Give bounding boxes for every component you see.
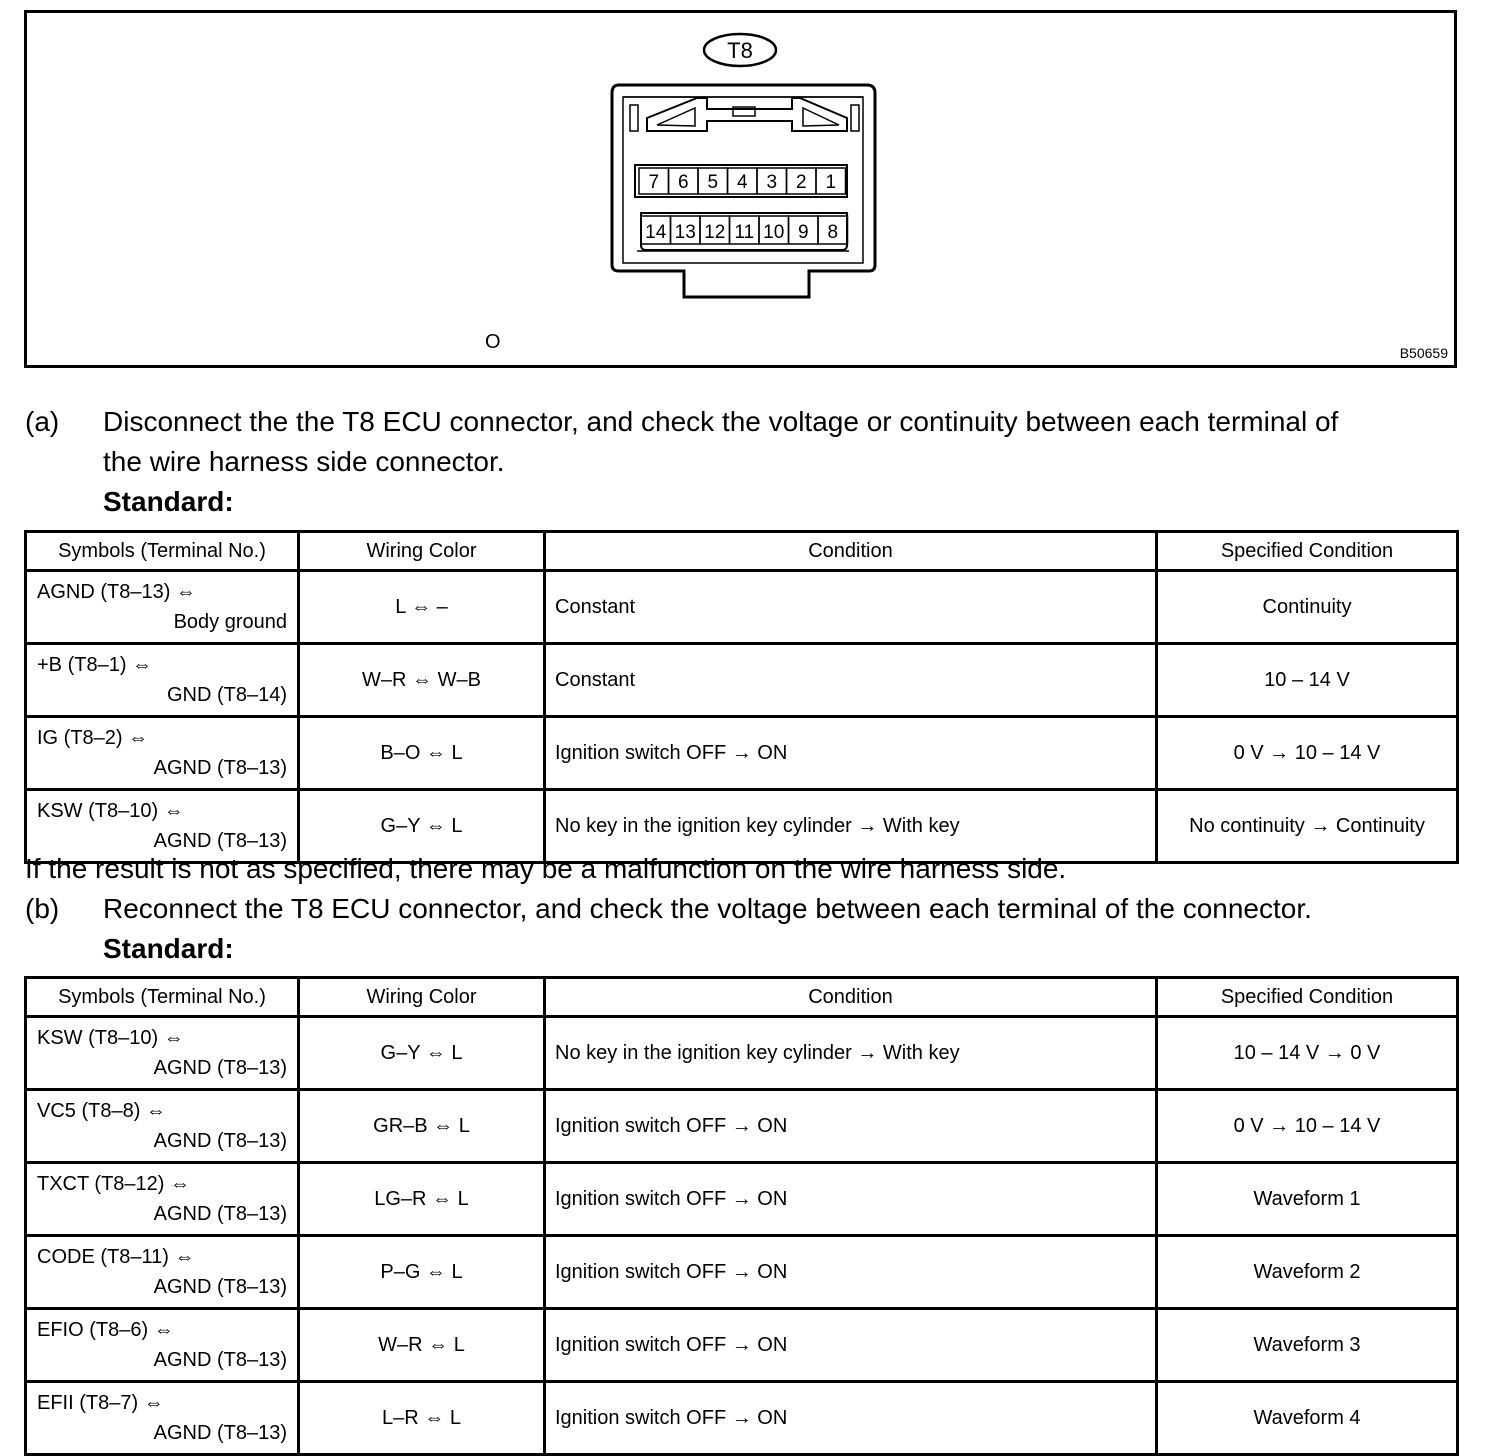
specified-condition-cell: Waveform 4 <box>1157 1382 1458 1455</box>
condition-cell: Constant <box>545 571 1157 644</box>
symbol-ground: AGND (T8–13) <box>153 830 287 852</box>
step-a <box>25 402 1338 442</box>
wiring-color-cell: G–Y ⇔ L <box>299 790 545 863</box>
wiring-color-cell: P–G ⇔ L <box>299 1236 545 1309</box>
condition-cell: Ignition switch OFF → ON <box>545 717 1157 790</box>
symbol-terminal: EFII (T8–7) ⇔ <box>37 1392 164 1414</box>
condition-cell: Ignition switch OFF → ON <box>545 1163 1157 1236</box>
standard-label-b: Standard: <box>103 933 234 964</box>
pin-number: 4 <box>736 172 748 193</box>
header-condition: Condition <box>545 532 1157 571</box>
pin-number: 11 <box>734 222 755 243</box>
symbol-ground: AGND (T8–13) <box>153 1349 287 1371</box>
wiring-color-cell: B–O ⇔ L <box>299 717 545 790</box>
symbol-ground: AGND (T8–13) <box>153 1203 287 1225</box>
symbol-terminal: KSW (T8–10) ⇔ <box>37 1027 184 1049</box>
pin-number: 10 <box>763 222 785 243</box>
table-row <box>26 644 1458 717</box>
header-wiring: Wiring Color <box>299 978 545 1017</box>
pin-number: 6 <box>677 172 689 193</box>
wiring-color-cell: GR–B ⇔ L <box>299 1090 545 1163</box>
standard-label-a: Standard: <box>103 486 234 517</box>
table-row <box>26 1382 1458 1455</box>
symbols-cell <box>26 1017 299 1090</box>
step-b <box>25 889 1312 929</box>
spec-table-b <box>24 976 1459 1456</box>
figure-id: B50659 <box>1399 345 1448 361</box>
pin-number: 14 <box>645 222 667 243</box>
symbol-ground: AGND (T8–13) <box>153 757 287 779</box>
symbols-cell <box>26 571 299 644</box>
pin-number: 12 <box>704 222 726 243</box>
figure-marker: O <box>485 331 501 353</box>
wiring-color-cell: LG–R ⇔ L <box>299 1163 545 1236</box>
table-row <box>26 717 1458 790</box>
symbol-terminal: CODE (T8–11) ⇔ <box>37 1246 195 1268</box>
connector-label: T8 <box>727 38 753 63</box>
step-b-line1: Reconnect the T8 ECU connector, and check the voltage between each terminal of the connector. <box>103 893 1312 924</box>
specified-condition-cell: 0 V → 10 – 14 V <box>1157 717 1458 790</box>
symbols-cell <box>26 1382 299 1455</box>
header-specified: Specified Condition <box>1157 532 1458 571</box>
symbols-cell <box>26 717 299 790</box>
symbol-ground: GND (T8–14) <box>166 684 287 706</box>
symbols-cell <box>26 1309 299 1382</box>
table-row <box>26 1090 1458 1163</box>
header-wiring: Wiring Color <box>299 532 545 571</box>
symbol-terminal: EFIO (T8–6) ⇔ <box>37 1319 174 1341</box>
specified-condition-cell: 10 – 14 V <box>1157 644 1458 717</box>
spec-table-a <box>24 530 1459 864</box>
header-symbols: Symbols (Terminal No.) <box>26 978 299 1017</box>
pin-number: 5 <box>707 172 719 193</box>
header-symbols: Symbols (Terminal No.) <box>26 532 299 571</box>
pin-number: 3 <box>766 172 778 193</box>
result-note: If the result is not as specified, there may be a malfunction on the wire harness side. <box>25 853 1067 884</box>
table-row <box>26 571 1458 644</box>
pin-number: 2 <box>795 172 807 193</box>
symbols-cell <box>26 1163 299 1236</box>
step-a-label: (a) <box>25 406 60 437</box>
symbols-cell <box>26 644 299 717</box>
symbol-terminal: AGND (T8–13) ⇔ <box>37 581 196 603</box>
symbol-ground: AGND (T8–13) <box>153 1276 287 1298</box>
specified-condition-cell: Waveform 1 <box>1157 1163 1458 1236</box>
symbol-terminal: VC5 (T8–8) ⇔ <box>37 1100 166 1122</box>
symbols-cell <box>26 1090 299 1163</box>
specified-condition-cell: 10 – 14 V → 0 V <box>1157 1017 1458 1090</box>
step-a-line1: Disconnect the the T8 ECU connector, and check the voltage or continuity between each terminal of <box>103 406 1339 437</box>
symbol-ground: AGND (T8–13) <box>153 1057 287 1079</box>
symbol-terminal: IG (T8–2) ⇔ <box>37 727 149 749</box>
connector-diagram <box>27 13 1454 365</box>
condition-cell: Ignition switch OFF → ON <box>545 1382 1157 1455</box>
specified-condition-cell: Continuity <box>1157 571 1458 644</box>
pin-number: 1 <box>825 172 837 193</box>
specified-condition-cell: No continuity → Continuity <box>1157 790 1458 863</box>
symbol-ground: AGND (T8–13) <box>153 1422 287 1444</box>
pin-number: 9 <box>797 222 809 243</box>
table-row <box>26 1017 1458 1090</box>
specified-condition-cell: Waveform 2 <box>1157 1236 1458 1309</box>
specified-condition-cell: Waveform 3 <box>1157 1309 1458 1382</box>
step-a-line2: the wire harness side connector. <box>103 446 505 477</box>
symbol-terminal: +B (T8–1) ⇔ <box>37 654 153 676</box>
header-condition: Condition <box>545 978 1157 1017</box>
specified-condition-cell: 0 V → 10 – 14 V <box>1157 1090 1458 1163</box>
symbol-ground: Body ground <box>173 611 287 633</box>
pin-number: 7 <box>648 172 660 193</box>
wiring-color-cell: L–R ⇔ L <box>299 1382 545 1455</box>
symbol-terminal: TXCT (T8–12) ⇔ <box>37 1173 190 1195</box>
pin-number: 8 <box>827 222 839 243</box>
header-specified: Specified Condition <box>1157 978 1458 1017</box>
pin-number: 13 <box>674 222 696 243</box>
condition-cell: Ignition switch OFF → ON <box>545 1309 1157 1382</box>
connector-figure <box>24 10 1457 368</box>
condition-cell: Constant <box>545 644 1157 717</box>
condition-cell: No key in the ignition key cylinder → With key <box>545 790 1157 863</box>
symbols-cell <box>26 1236 299 1309</box>
condition-cell: Ignition switch OFF → ON <box>545 1090 1157 1163</box>
symbol-terminal: KSW (T8–10) ⇔ <box>37 800 184 822</box>
condition-cell: No key in the ignition key cylinder → With key <box>545 1017 1157 1090</box>
wiring-color-cell: W–R ⇔ L <box>299 1309 545 1382</box>
step-b-label: (b) <box>25 893 60 924</box>
wiring-color-cell: G–Y ⇔ L <box>299 1017 545 1090</box>
table-row <box>26 1309 1458 1382</box>
table-row <box>26 1163 1458 1236</box>
wiring-color-cell: W–R ⇔ W–B <box>299 644 545 717</box>
symbol-ground: AGND (T8–13) <box>153 1130 287 1152</box>
condition-cell: Ignition switch OFF → ON <box>545 1236 1157 1309</box>
table-row <box>26 1236 1458 1309</box>
wiring-color-cell: L ⇔ – <box>299 571 545 644</box>
